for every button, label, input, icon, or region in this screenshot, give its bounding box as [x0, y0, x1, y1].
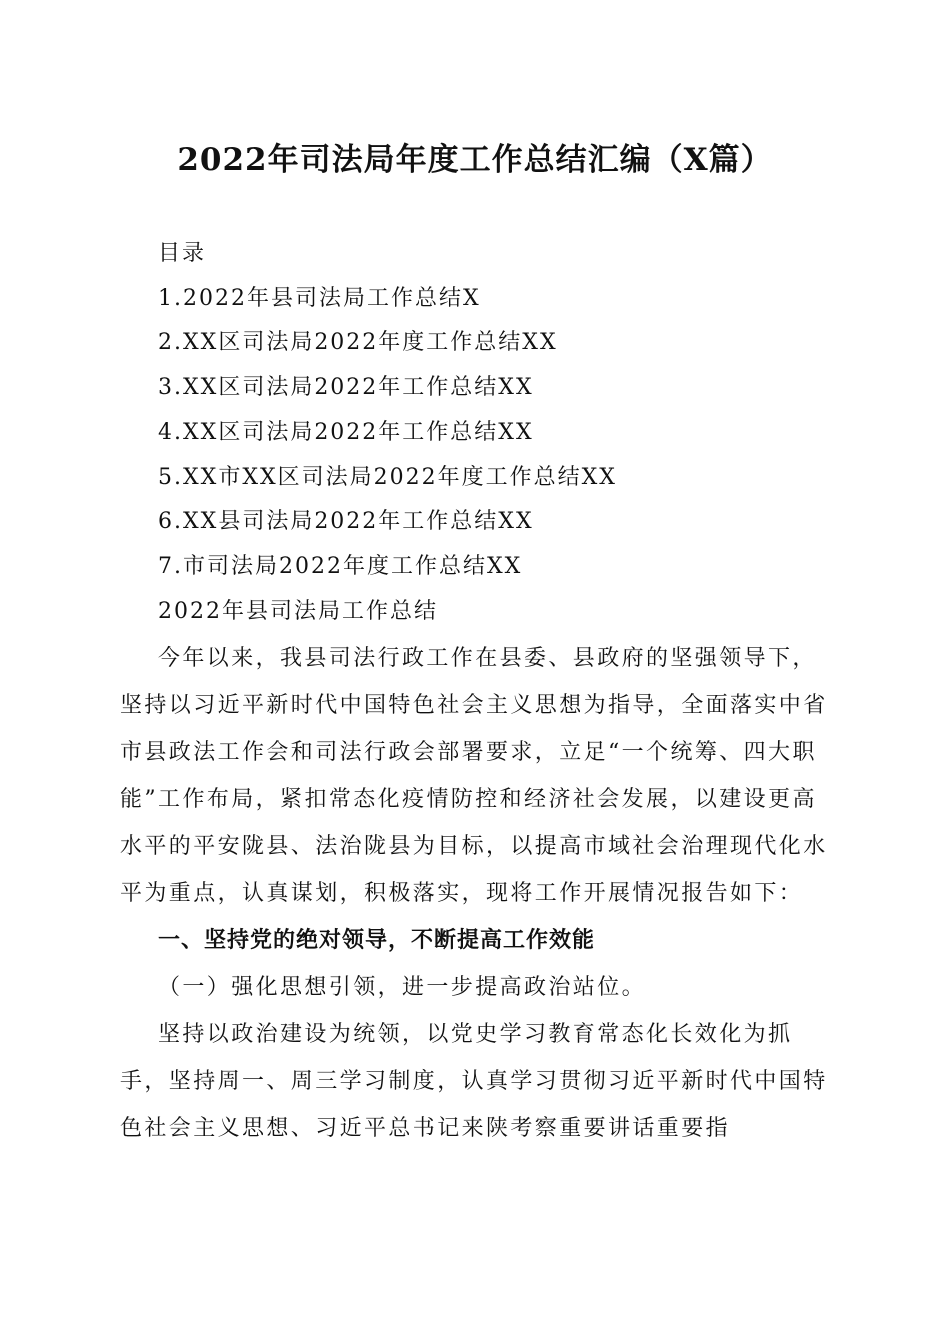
toc-item: 1.2022年县司法局工作总结X	[158, 285, 481, 311]
table-of-contents	[158, 232, 858, 634]
toc-item: 5.XX市XX区司法局2022年度工作总结XX	[158, 464, 617, 490]
toc-item: 7.市司法局2022年度工作总结XX	[158, 553, 523, 579]
document-title: 2022年司法局年度工作总结汇编（X篇）	[177, 142, 773, 178]
document-body	[120, 635, 840, 1152]
body-paragraph: 坚持以政治建设为统领，以党史学习教育常态化长效化为抓手，坚持周一、周三学习制度，认真学习贯彻习近平新时代中国特色社会主义思想、习近平总书记来陕考察重要讲话重要指	[120, 1022, 828, 1141]
toc-item: 2.XX区司法局2022年度工作总结XX	[158, 330, 558, 356]
subsection-heading: （一）强化思想引领，进一步提高政治站位。	[158, 975, 647, 1000]
toc-item: 4.XX区司法局2022年工作总结XX	[158, 419, 534, 445]
toc-item: 3.XX区司法局2022年工作总结XX	[158, 375, 534, 401]
intro-paragraph: 今年以来，我县司法行政工作在县委、县政府的坚强领导下，坚持以习近平新时代中国特色社会主义思想为指导，全面落实中省市县政法工作会和司法行政会部署要求，立足“一个统筹、四大职能”工作布局，紧扣常态化疫情防控和经济社会发展，以建设更高水平的平安陇县、法治陇县为目标，以提高市域社会治理现代化水平为重点，认真谋划，积极落实，现将工作开展情况报告如下：	[120, 646, 828, 906]
toc-item: 6.XX县司法局2022年工作总结XX	[158, 509, 534, 535]
section-heading: 一、坚持党的绝对领导，不断提高工作效能	[158, 928, 596, 953]
toc-label: 目录	[158, 241, 207, 266]
section-title: 2022年县司法局工作总结	[158, 598, 438, 624]
